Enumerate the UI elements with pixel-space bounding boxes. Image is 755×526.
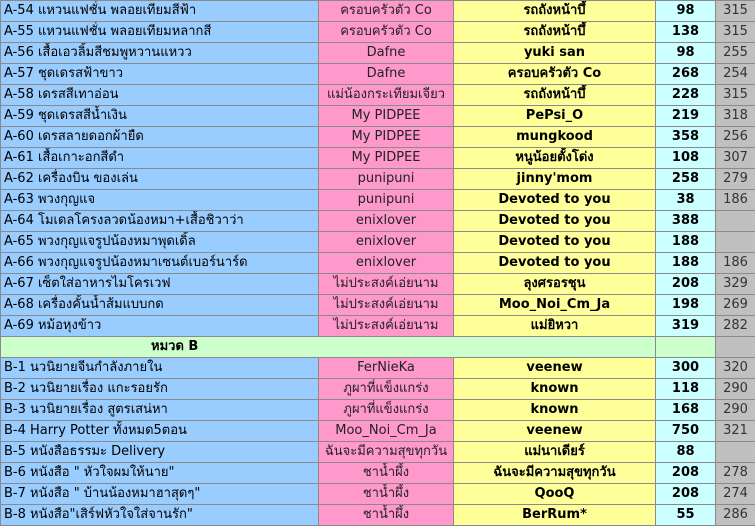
item-cell: B-6 หนังสือ " หัวใจผมให้นาย" bbox=[1, 463, 319, 484]
price-cell: 98 bbox=[656, 1, 716, 22]
price-cell: 750 bbox=[656, 421, 716, 442]
seller-cell: enixlover bbox=[319, 232, 454, 253]
item-cell: A-58 เดรสสีเทาอ่อน bbox=[1, 85, 319, 106]
price-cell: 228 bbox=[656, 85, 716, 106]
prev-cell bbox=[716, 232, 755, 253]
table-row bbox=[1, 190, 755, 211]
prev-cell: 290 bbox=[716, 379, 755, 400]
item-cell: B-8 หนังสือ"เสิร์ฟหัวใจใส่จานรัก" bbox=[1, 505, 319, 526]
item-cell: B-2 นวนิยายเรื่อง แกะรอยรัก bbox=[1, 379, 319, 400]
section-prev-cell bbox=[716, 337, 755, 358]
item-cell: A-54 แหวนแฟชั่น พลอยเทียมสีฟ้า bbox=[1, 1, 319, 22]
seller-cell: ภูผาที่แข็งแกร่ง bbox=[319, 379, 454, 400]
seller-cell: ภูผาที่แข็งแกร่ง bbox=[319, 400, 454, 421]
buyer-cell: ลุงศรอรชุน bbox=[454, 274, 656, 295]
table-row bbox=[1, 64, 755, 85]
item-cell: A-62 เครื่องบิน ของเล่น bbox=[1, 169, 319, 190]
seller-cell: ชาน้ำผึ้ง bbox=[319, 463, 454, 484]
seller-cell: My PIDPEE bbox=[319, 106, 454, 127]
table-row bbox=[1, 148, 755, 169]
item-cell: B-1 นวนิยายจีนกำลังภายใน bbox=[1, 358, 319, 379]
buyer-cell: Devoted to you bbox=[454, 232, 656, 253]
prev-cell: 320 bbox=[716, 358, 755, 379]
price-cell: 118 bbox=[656, 379, 716, 400]
buyer-cell: รถถังหน้าบึ้ bbox=[454, 85, 656, 106]
table-row bbox=[1, 442, 755, 463]
table-row bbox=[1, 421, 755, 442]
buyer-cell: Moo_Noi_Cm_Ja bbox=[454, 295, 656, 316]
seller-cell: My PIDPEE bbox=[319, 127, 454, 148]
prev-cell: 279 bbox=[716, 169, 755, 190]
price-cell: 188 bbox=[656, 253, 716, 274]
price-cell: 98 bbox=[656, 43, 716, 64]
table-row bbox=[1, 316, 755, 337]
buyer-cell: known bbox=[454, 379, 656, 400]
prev-cell: 315 bbox=[716, 22, 755, 43]
prev-cell: 282 bbox=[716, 316, 755, 337]
buyer-cell: jinny'mom bbox=[454, 169, 656, 190]
price-cell: 388 bbox=[656, 211, 716, 232]
seller-cell: ไม่ประสงค์เอ่ยนาม bbox=[319, 274, 454, 295]
price-cell: 138 bbox=[656, 22, 716, 43]
table-row bbox=[1, 358, 755, 379]
buyer-cell: veenew bbox=[454, 421, 656, 442]
price-cell: 88 bbox=[656, 442, 716, 463]
price-cell: 268 bbox=[656, 64, 716, 85]
prev-cell: 269 bbox=[716, 295, 755, 316]
buyer-cell: แม่ยิหวา bbox=[454, 316, 656, 337]
price-cell: 188 bbox=[656, 232, 716, 253]
seller-cell: My PIDPEE bbox=[319, 148, 454, 169]
price-cell: 55 bbox=[656, 505, 716, 526]
buyer-cell: รถถังหน้าบึ้ bbox=[454, 1, 656, 22]
seller-cell: ชาน้ำผึ้ง bbox=[319, 505, 454, 526]
buyer-cell: รถถังหน้าบึ้ bbox=[454, 22, 656, 43]
buyer-cell: yuki san bbox=[454, 43, 656, 64]
table-row bbox=[1, 274, 755, 295]
item-cell: A-64 โมเดลโครงลวดน้องหมา+เสื้อชิวาว่า bbox=[1, 211, 319, 232]
item-cell: A-65 พวงกุญแจรูปน้องหมาพุดเดิ้ล bbox=[1, 232, 319, 253]
price-cell: 358 bbox=[656, 127, 716, 148]
item-cell: B-4 Harry Potter ทั้งหมด5ตอน bbox=[1, 421, 319, 442]
item-cell: A-68 เครื่องคั้นน้ำส้มแบบกด bbox=[1, 295, 319, 316]
price-cell: 198 bbox=[656, 295, 716, 316]
item-cell: A-67 เซ็ตใส่อาหารไมโครเวฟ bbox=[1, 274, 319, 295]
seller-cell: แม่น้องกระเทียมเจียว bbox=[319, 85, 454, 106]
seller-cell: ชาน้ำผึ้ง bbox=[319, 484, 454, 505]
prev-cell: 329 bbox=[716, 274, 755, 295]
item-cell: B-3 นวนิยายเรื่อง สูตรเสน่หา bbox=[1, 400, 319, 421]
table-row bbox=[1, 379, 755, 400]
buyer-cell: ครอบครัวตัว Co bbox=[454, 64, 656, 85]
buyer-cell: BerRum* bbox=[454, 505, 656, 526]
table-row bbox=[1, 232, 755, 253]
table-row bbox=[1, 85, 755, 106]
prev-cell: 278 bbox=[716, 463, 755, 484]
price-cell: 108 bbox=[656, 148, 716, 169]
prev-cell: 255 bbox=[716, 43, 755, 64]
buyer-cell: PePsi_O bbox=[454, 106, 656, 127]
seller-cell: Dafne bbox=[319, 43, 454, 64]
buyer-cell: Devoted to you bbox=[454, 190, 656, 211]
seller-cell: punipuni bbox=[319, 190, 454, 211]
prev-cell: 318 bbox=[716, 106, 755, 127]
table-row bbox=[1, 484, 755, 505]
table-row bbox=[1, 295, 755, 316]
prev-cell bbox=[716, 442, 755, 463]
seller-cell: ฉันจะมีความสุขทุกวัน bbox=[319, 442, 454, 463]
table-body-a bbox=[1, 1, 755, 337]
seller-cell: ไม่ประสงค์เอ่ยนาม bbox=[319, 316, 454, 337]
buyer-cell: QooQ bbox=[454, 484, 656, 505]
table-row bbox=[1, 1, 755, 22]
prev-cell: 290 bbox=[716, 400, 755, 421]
prev-cell: 286 bbox=[716, 505, 755, 526]
price-cell: 219 bbox=[656, 106, 716, 127]
item-cell: A-56 เสื้อเอวลิ้มสีชมพูหวานแหวว bbox=[1, 43, 319, 64]
prev-cell: 315 bbox=[716, 1, 755, 22]
section-b-header bbox=[1, 337, 755, 358]
buyer-cell: Devoted to you bbox=[454, 211, 656, 232]
prev-cell: 254 bbox=[716, 64, 755, 85]
seller-cell: ครอบครัวตัว Co bbox=[319, 1, 454, 22]
price-cell: 300 bbox=[656, 358, 716, 379]
price-cell: 208 bbox=[656, 274, 716, 295]
table-row bbox=[1, 505, 755, 526]
prev-cell: 315 bbox=[716, 85, 755, 106]
seller-cell: Moo_Noi_Cm_Ja bbox=[319, 421, 454, 442]
table-row bbox=[1, 400, 755, 421]
buyer-cell: แม่นาเดียร์ bbox=[454, 442, 656, 463]
prev-cell: 274 bbox=[716, 484, 755, 505]
item-cell: A-55 แหวนแฟชั่น พลอยเทียมหลากสี bbox=[1, 22, 319, 43]
table-row bbox=[1, 106, 755, 127]
price-cell: 208 bbox=[656, 484, 716, 505]
item-cell: A-66 พวงกุญแจรูปน้องหมาเซนต์เบอร์นาร์ด bbox=[1, 253, 319, 274]
buyer-cell: หนูน้อยตั้งโด่ง bbox=[454, 148, 656, 169]
price-cell: 258 bbox=[656, 169, 716, 190]
section-label: หมวด B bbox=[1, 337, 656, 358]
section-row bbox=[1, 337, 755, 358]
item-cell: A-61 เสื้อเกาะอกสีดำ bbox=[1, 148, 319, 169]
price-cell: 208 bbox=[656, 463, 716, 484]
table-row bbox=[1, 169, 755, 190]
buyer-cell: ฉันจะมีความสุขทุกวัน bbox=[454, 463, 656, 484]
item-cell: A-60 เดรสลายดอกผ้ายืด bbox=[1, 127, 319, 148]
item-cell: B-7 หนังสือ " บ้านน้องหมาฮาสุดๆ" bbox=[1, 484, 319, 505]
price-cell: 168 bbox=[656, 400, 716, 421]
table-row bbox=[1, 127, 755, 148]
prev-cell: 307 bbox=[716, 148, 755, 169]
prev-cell: 321 bbox=[716, 421, 755, 442]
seller-cell: enixlover bbox=[319, 253, 454, 274]
buyer-cell: veenew bbox=[454, 358, 656, 379]
seller-cell: FerNieKa bbox=[319, 358, 454, 379]
item-cell: A-59 ชุดเดรสสีน้ำเงิน bbox=[1, 106, 319, 127]
section-fill-cell bbox=[656, 337, 716, 358]
buyer-cell: mungkood bbox=[454, 127, 656, 148]
item-cell: B-5 หนังสือธรรมะ Delivery bbox=[1, 442, 319, 463]
seller-cell: ครอบครัวตัว Co bbox=[319, 22, 454, 43]
buyer-cell: known bbox=[454, 400, 656, 421]
prev-cell: 256 bbox=[716, 127, 755, 148]
table-row bbox=[1, 43, 755, 64]
table-row bbox=[1, 211, 755, 232]
prev-cell: 186 bbox=[716, 253, 755, 274]
item-cell: A-57 ชุดเดรสฟ้าขาว bbox=[1, 64, 319, 85]
price-cell: 38 bbox=[656, 190, 716, 211]
seller-cell: enixlover bbox=[319, 211, 454, 232]
item-cell: A-69 หม้อหุงข้าว bbox=[1, 316, 319, 337]
seller-cell: Dafne bbox=[319, 64, 454, 85]
prev-cell bbox=[716, 211, 755, 232]
prev-cell: 186 bbox=[716, 190, 755, 211]
table-row bbox=[1, 253, 755, 274]
seller-cell: punipuni bbox=[319, 169, 454, 190]
item-cell: A-63 พวงกุญแจ bbox=[1, 190, 319, 211]
table-body-b bbox=[1, 358, 755, 526]
table-row bbox=[1, 22, 755, 43]
seller-cell: ไม่ประสงค์เอ่ยนาม bbox=[319, 295, 454, 316]
buyer-cell: Devoted to you bbox=[454, 253, 656, 274]
price-cell: 319 bbox=[656, 316, 716, 337]
table-row bbox=[1, 463, 755, 484]
